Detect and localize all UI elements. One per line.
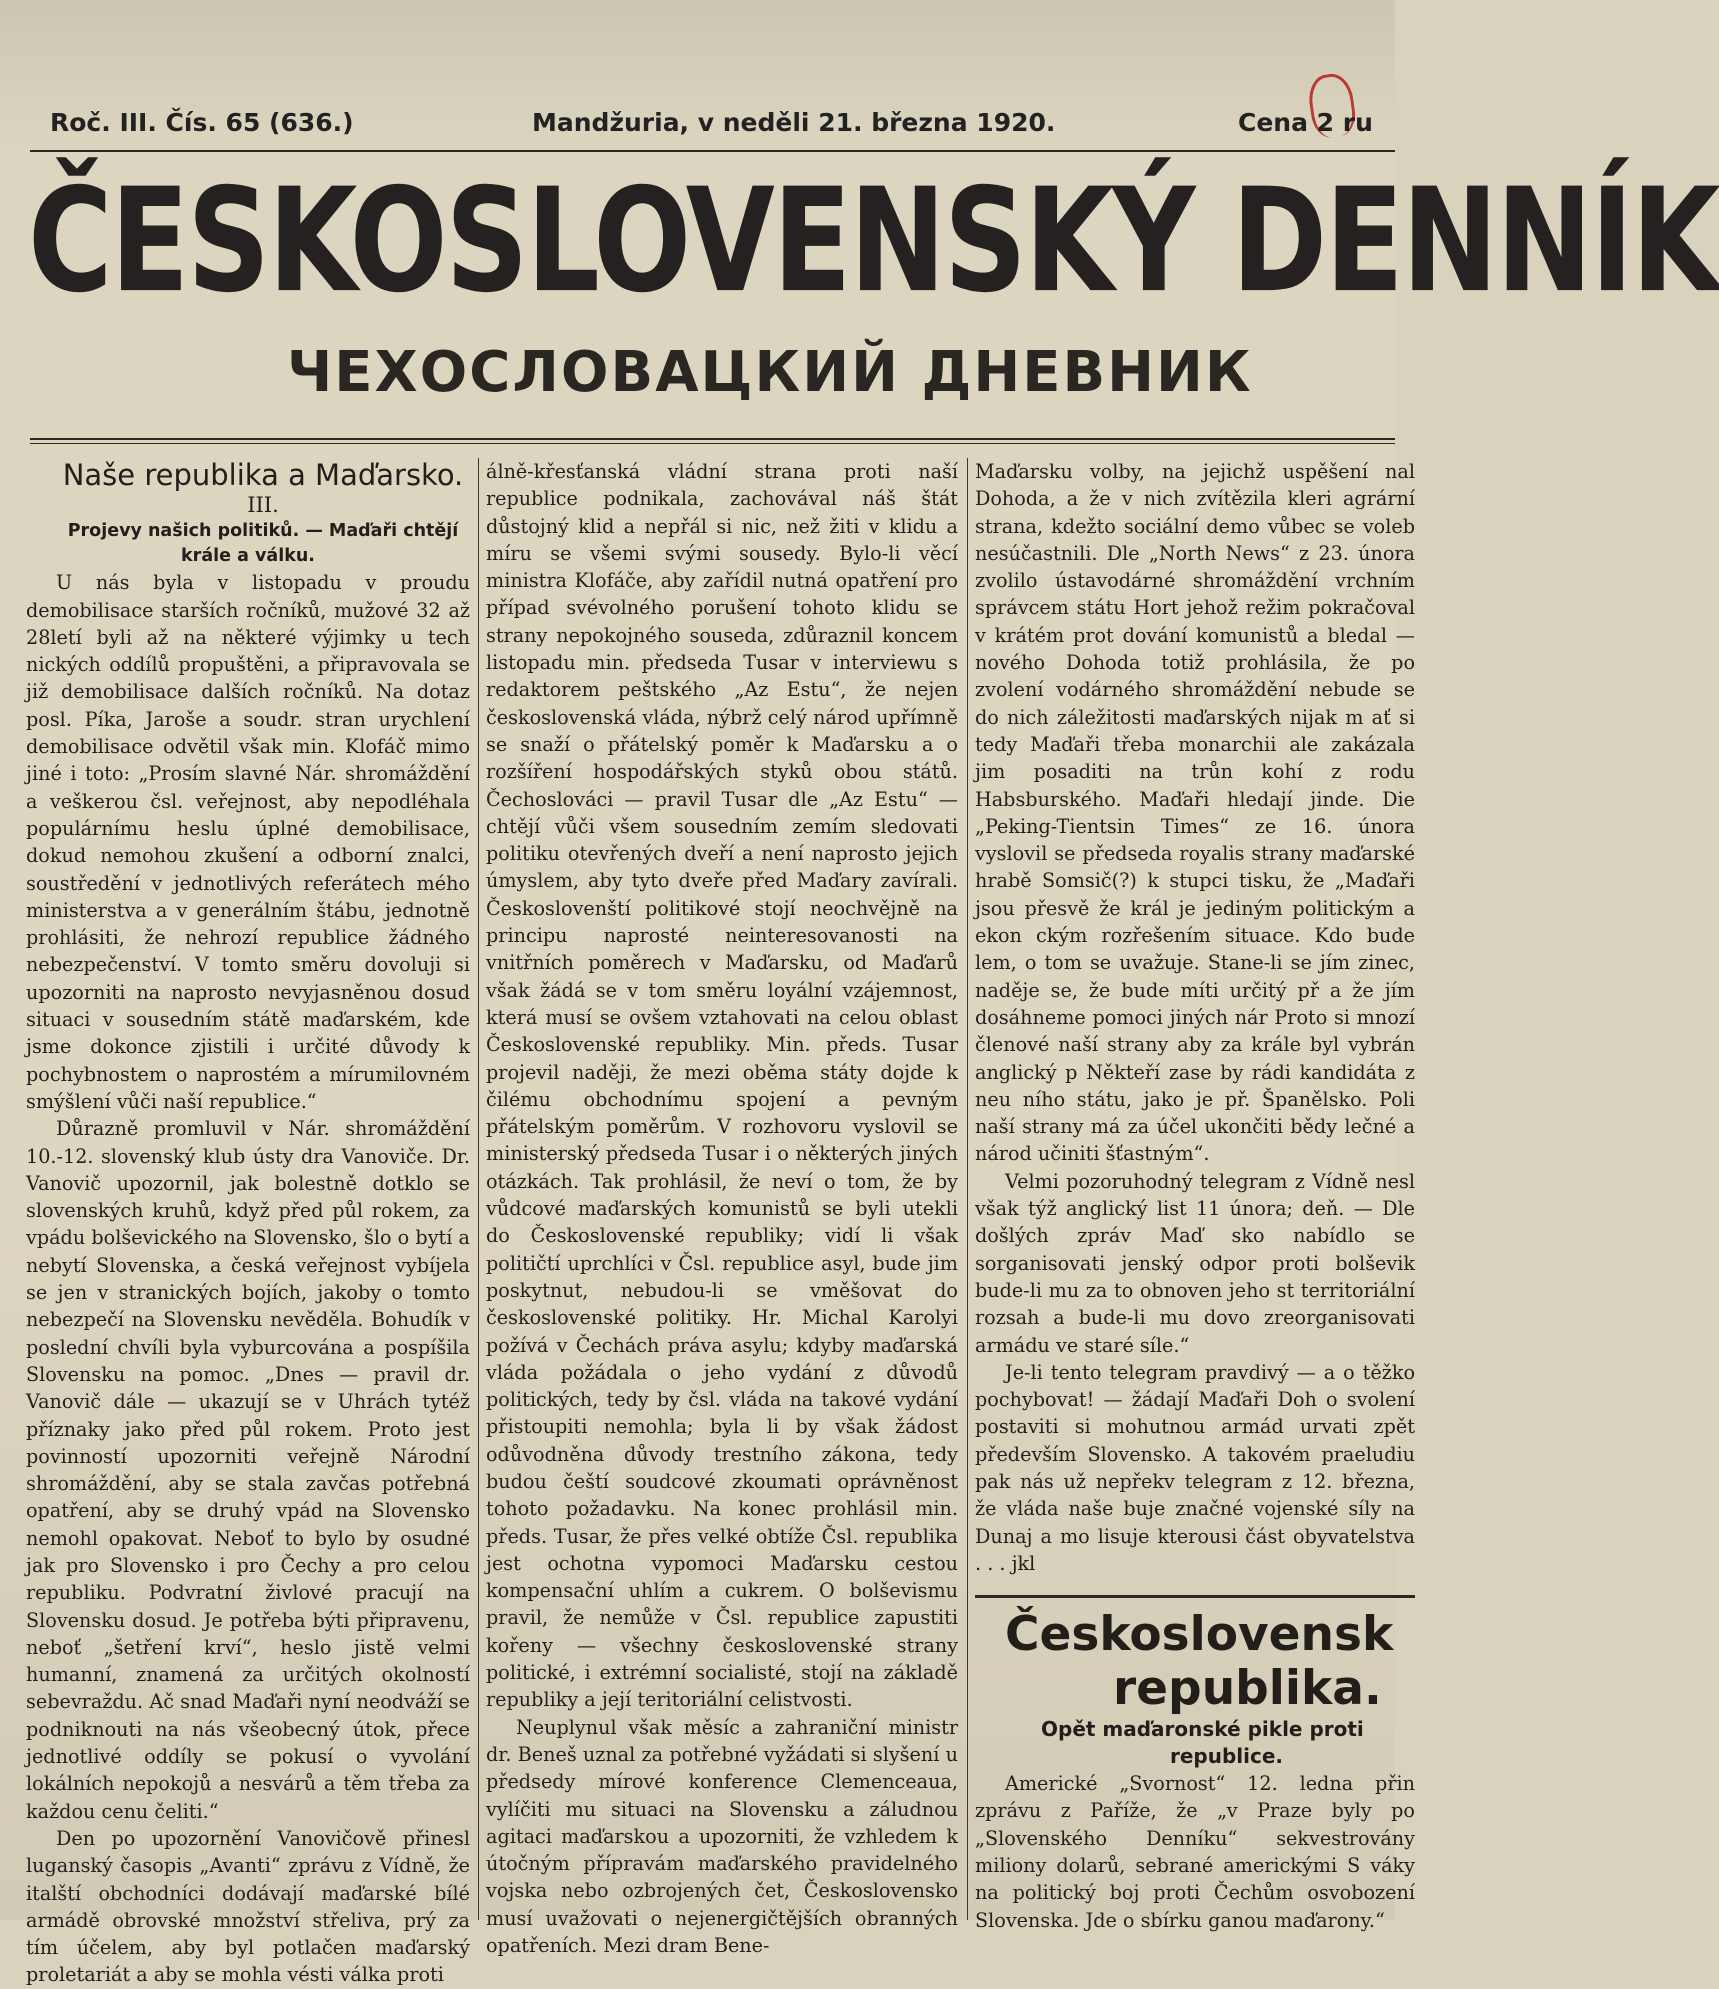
article-paragraph: Velmi pozoruhodný telegram z Vídně nesl však týž anglický list 11 února; deň. — Dle došlých zpráv Maď sko nabídlo se sorganisovati jenský odpor proti bolševik bude-li mu za to obnoven jeho st territoriální rozsah a bude-li mu dovo zreorganisovati armádu ve staré síle.“ (975, 1169, 1415, 1357)
article-part-number: III. (247, 493, 279, 517)
article-title: Naše republika a Maďarsko. (62, 458, 464, 492)
column-divider-2 (967, 458, 968, 1920)
article-paragraph: U nás byla v listopadu v proudu demobilisace starších ročníků, mužové 32 až 28letí byli až na některé výjimky u tech nických oddílů propuštěni, a připravovala se již demobilisace dalších ročníků. Na dotaz posl. Píka, Jaroše a soudr. stran urychlení demobilisace odvětil však min. Klofáč mimo jiné i toto: „Prosím slavné Nár. shromáždění a veškerou čsl. veřejnost, aby nepodléhala populárnímu heslu úplné demobilisace, dokud nemohou zkušení a odborní znalci, soustředění v jednotlivých referátech mého ministerstva a v generálním štábu, jednotně prohlásiti, že nehrozí republice žádného nebezpečenství. V tomto směru dovoluji si upozorniti na naprosto nevyjasněnou dosud situaci v sousedním státě maďarském, kde jsme dokonce zjistili i určité důvody k pochybnostem o naprostém a mírumilovném smýšlení vůči naší republice.“ (26, 571, 470, 1113)
column-divider-1 (478, 458, 479, 1920)
masthead-rule-top (30, 150, 1395, 152)
section-title-line1: Československ (1005, 1607, 1394, 1663)
article-paragraph: Maďarsku volby, na jejichž uspěšení nal Dohoda, a že v nich zvítězila kleri agrární strana, kdežto sociální demo vůbec se voleb nesúčastnili. Dle „North News“ z 23. února zvolilo ústavodárné shromáždění vrchním správcem státu Hort jehož režim pokračoval v krátém prot dování komunistů a bledal — nového Dohoda totiž prohlásila, že po zvolení vodárného shromáždění nebude se do nich záležitosti maďarských nijak m ať si tedy Maďaři třeba monarchii ale zakázala jim posaditi na trůn kohí z rodu Habsburského. Maďaři hledají jinde. Die „Peking-Tientsin Times“ ze 16. února vyslovil se předseda royalis strany maďarské hrabě Somsič(?) k stupci tisku, že „Maďaři jsou přesvě že král je jediným politickým a ekon ckým rozřešením situace. Kdo bude lem, o tom se uvažuje. Stane-li se jím zinec, naděje se, že bude míti určitý př a že jím dosáhneme pomoci jiných nár Proto si mnozí členové naší strany aby za krále byl vybrán anglický p Někteří zase by rádi kandidáta z neu ního státu, jako je př. Španělsko. Poli naší strany má za účel ukončiti bědy lečné a národ učiniti šťastným“. (975, 460, 1415, 1166)
column-2 (486, 458, 958, 1958)
issue-price: Cena 2 ru (1238, 108, 1373, 137)
article2-subtitle-line2: republice. (1170, 1744, 1284, 1769)
article-paragraph: Den po upozornění Vanovičově přinesl luganský časopis „Avanti“ zprávu z Vídně, že italští obchodníci dodávají maďarské bílé armádě obrovské množství střeliva, prý za tím účelem, aby byl potlačen maďarský proletariát a aby se mohla vésti válka proti (26, 1826, 470, 1987)
article2-subtitle-line1: Opět maďaronské pikle proti (1041, 1717, 1364, 1742)
issue-number: Roč. III. Čís. 65 (636.) (50, 108, 354, 137)
article-paragraph: Důrazně promluvil v Nár. shromáždění 10.-12. slovenský klub ústy dra Vanoviče. Dr. Vanovič upozornil, jak bolestně dotklo se slovenských kruhů, když před půl rokem, za vpádu bolševického na Slovensko, šlo o bytí a nebytí Slovenska, a česká veřejnost vybíjela se jen v stranických bojích, jakoby o tomto nebezpečí na Slovensku nevěděla. Bohudík v poslední chvíli byla vyburcována a pospíšila Slovensku na pomoc. „Dnes — pravil dr. Vanovič dále — ukazují se v Uhrách tytéž příznaky jako před půl rokem. Proto jest povinností upozorniti veřejně Národní shromáždění, aby se stala zavčas potřebná opatření, aby se druhý vpád na Slovensko nemohl opakovat. Neboť to bylo by osudné jak pro Slovensko i pro Čechy a pro celou republiku. Podvratní živlové pracují na Slovensku dosud. Je potřeba býti připravenu, neboť „šetření krví“, heslo jistě velmi humanní, znamená za určitých okolností sebevraždu. Ač snad Maďaři nyní neodváží se podniknouti na nás všeobecný útok, přece jednotlivé oddíly se pokusí o vyvolání lokálních nepokojů a nesvárů a těm třeba za každou cenu čeliti.“ (26, 1117, 470, 1823)
issue-date: Mandžuria, v neděli 21. března 1920. (532, 108, 1056, 137)
column-1 (26, 458, 470, 1987)
masthead-info-line (50, 108, 1395, 152)
article2-paragraph: Americké „Svornost“ 12. ledna přin zprávu z Paříže, že „v Praze byly po „Slovenského Denníku“ sekvestrovány miliony dolarů, sebrané americkými S váky na politický boj proti Čechům osvobození Slovenska. Jde o sbírku ganou maďarony.“ (975, 1772, 1415, 1932)
article-paragraph: Neuplynul však měsíc a zahraniční ministr dr. Beneš uznal za potřebné vyžádati si slyšení u předsedy mírové konference Clemenceaua, vylíčiti mu situaci na Slovensku a záludnou agitaci maďarskou a upozorniti, že vzhledem k útočným přípravám maďarského pravidelného vojska nebo ozbrojených čet, Československo musí uvažovati o nejenergičtějších obranných opatřeních. Mezi dram Bene- (486, 1715, 958, 1958)
newspaper-title: ČESKOSLOVENSKÝ DENNÍK (28, 158, 1719, 325)
article-paragraph: Je-li tento telegram pravdivý — a o těžko pochybovat! — žádají Maďaři Doh o svolení postaviti si mohutnou armád urvati zpět především Slovensko. A takovém praeludiu pak nás už nepřekv telegram z 12. března, že vláda naše buje značné vojenské síly na Dunaj a mo lisuje kterousi část obyvatelstva . . . jkl (975, 1360, 1415, 1575)
masthead-rule-bottom (30, 438, 1395, 440)
masthead-rule-bottom-thin (30, 443, 1395, 444)
newspaper-subtitle-russian: ЧЕХОСЛОВАЦКИЙ ДНЕВНИК (287, 340, 1253, 405)
column-3 (975, 458, 1415, 1932)
section-rule (975, 1595, 1415, 1598)
section-title-line2: republika. (1113, 1661, 1382, 1717)
article-subtitle: Projevy našich politiků. — Maďaři chtějí krále a válku. (67, 521, 459, 567)
article-paragraph: álně-křesťanská vládní strana proti naší republice podnikala, zachovával náš štát důstojný klid a nepřál si nic, než žiti v klidu a míru se všemi svými sousedy. Bylo-li věcí ministra Klofáče, aby zařídil nutná opatření pro případ svévolného porušení tohoto klidu se strany nepokojného souseda, zdůraznil koncem listopadu min. předseda Tusar v interviewu s redaktorem peštského „Az Estu“, že nejen československá vláda, nýbrž celý národ upřímně se snaží o přátelský poměr k Maďarsku a o rozšíření hospodářských styků obou států. Čechoslováci — pravil Tusar dle „Az Estu“ — chtějí vůči všem sousedním zemím sledovati politiku otevřených dveří a není naprosto jejich úmyslem, aby tyto dveře před Maďary zavírali. Českoslovenští politikové stojí neochvějně na principu naprosté neinteresovanosti na vnitřních poměrech v Maďarsku, od Maďarů však žádá se v tom směru loyální vzájemnost, která musí se ovšem vztahovati na celou oblast Československé republiky. Min. předs. Tusar projevil naději, že mezi oběma státy dojde k čilému obchodnímu spojení a pevným přátelským poměrům. V rozhovoru vyslovil se ministerský předseda Tusar i o některých jiných otázkách. Tak prohlásil, že neví o tom, že by vůdcové maďarských komunistů se byli utekli do Československé republiky; vidí li však političtí uprchlíci v Čsl. republice asyl, bude jim poskytnut, nebudou-li se vměšovat do československé politiky. Hr. Michal Karolyi požívá v Čechách práva asylu; kdyby maďarská vláda požádala o jeho vydání z důvodů politických, tedy by čsl. vláda na takové vydání přistoupiti nemohla; byla li by však žádost odůvodněna důvody trestního zákona, tedy budou čeští soudcové zkoumati oprávněnost tohoto požadavku. Na konec prohlásil min. předs. Tusar, že přes velké obtíže Čsl. republika jest ochotna vypomoci Maďarsku cestou kompensační uhlím a cukrem. O bolševismu pravil, že nemůže v Čsl. republice zapustiti kořeny — všechny československé strany politické, i extrémní socialisté, stojí na základě republiky a její teritoriální celistvosti. (486, 460, 958, 1712)
